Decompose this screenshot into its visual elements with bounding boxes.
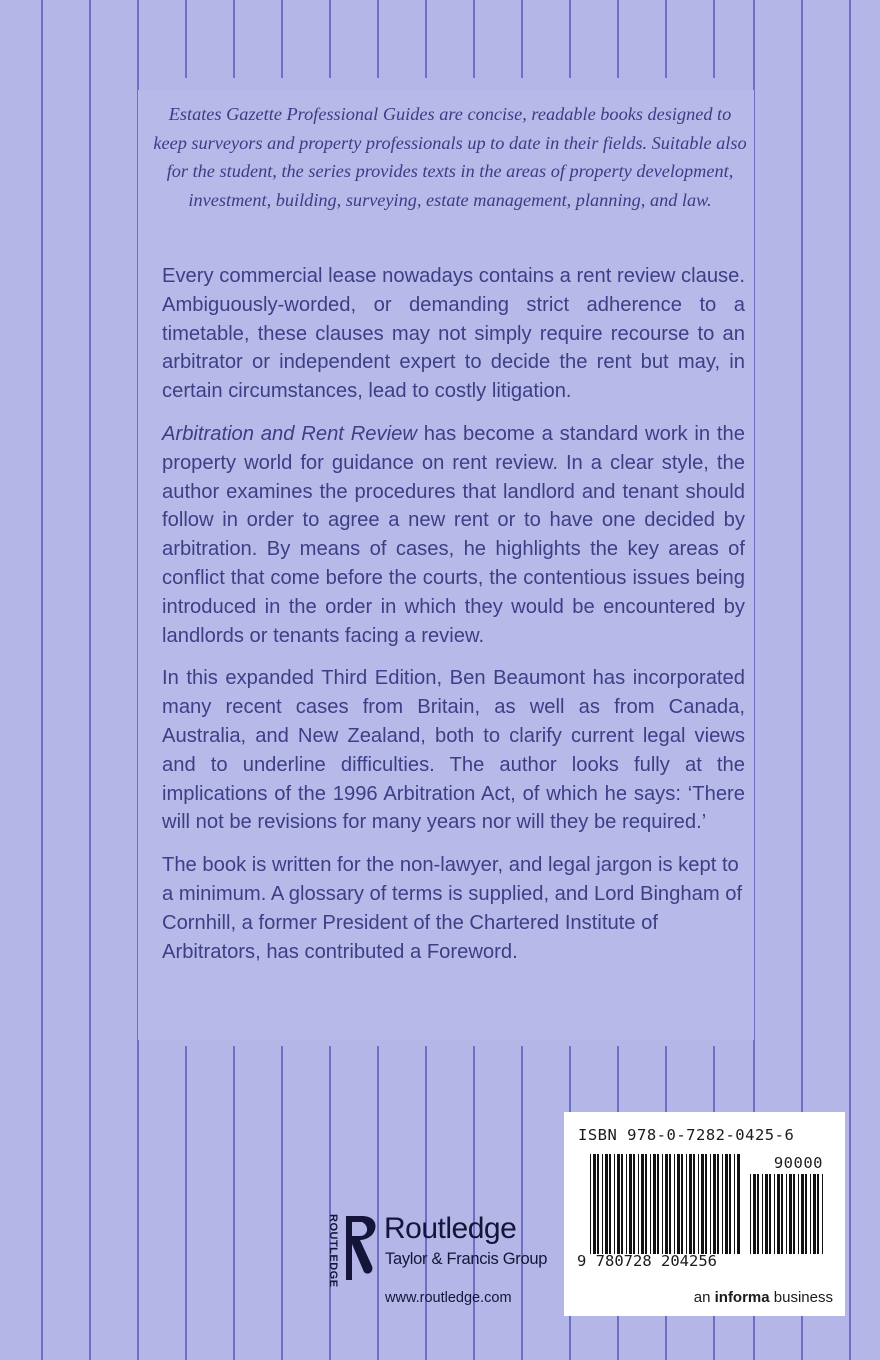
barcode-bar [701,1154,704,1254]
barcode-addon-bar [813,1174,816,1254]
publisher-url[interactable]: www.routledge.com [385,1290,512,1306]
barcode-bar [609,1154,611,1254]
barcode-bar [593,1154,596,1254]
description-paragraph-2-text: has become a standard work in the property world for guidance on rent review. In a clear style, the author examines the procedures that landlord and tenant should follow in order to agree a new rent or to have one decided by arbitration. By means of cases, he highlights the key areas of conflict that come before the courts, the contentious issues being introduced in the order in which they would be encountered by landlords or tenants facing a review. [162,422,745,647]
barcode-bar [638,1154,639,1254]
description-paragraph-1: Every commercial lease nowadays contains a rent review clause. Ambiguously-worded, or demanding strict adherence to a timetable, these clauses may not simply require recourse to an arbitrator or independent expert to decide the rent but may, in certain circumstances, lead to costly litigation. [162,265,745,403]
barcode-bar [605,1154,608,1254]
barcode-addon-bar [805,1174,807,1254]
publisher-logo [327,1210,567,1320]
barcode-bar [698,1154,699,1254]
publisher-name: Routledge [384,1212,517,1245]
barcode-addon-bar [793,1174,795,1254]
barcode-bar [626,1154,627,1254]
barcode-bar [717,1154,719,1254]
description-paragraph-3: In this expanded Third Edition, Ben Beaumont has incorporated many recent cases from Britain, as well as from Canada, Australia, and New Zealand, both to clarify current legal views and to underline difficulties. The author looks fully at the implications of the 1996 Arbitration Act, of which he says: ‘There will not be revisions for many years nor will they be required.’ [162,667,745,834]
informa-prefix: an [693,1289,715,1306]
barcode-addon-bar [765,1174,768,1254]
ean-digits: 9 780728 204256 [577,1252,717,1270]
barcode-bar [590,1154,591,1254]
barcode-bar [641,1154,644,1254]
barcode-bar [710,1154,711,1254]
barcode-addon-digits: 90000 [773,1154,823,1172]
barcode-bar [650,1154,651,1254]
isbn-label: ISBN 978-0-7282-0425-6 [578,1126,795,1144]
barcode-box [564,1112,845,1316]
barcode-bar [662,1154,663,1254]
barcode-addon-bar [762,1174,763,1254]
barcode-addon-bar [789,1174,792,1254]
informa-brand: informa [714,1289,770,1306]
barcode-bar [737,1154,740,1254]
barcode-addon-bar [786,1174,787,1254]
barcode-bar [597,1154,599,1254]
barcode-bar [674,1154,675,1254]
barcode-bar [729,1154,731,1254]
barcode-bar [653,1154,656,1254]
series-blurb: Estates Gazette Professional Guides are concise, readable books designed to keep surveyors and property professionals up to date in their fields. Suitable also for the student, the series provides texts in the areas of property development, investment, building, surveying, estate management, planning, and law. [153,104,747,210]
publisher-vertical-label: ROUTLEDGE [327,1214,339,1288]
barcode-bar [705,1154,707,1254]
barcode-bar [614,1154,615,1254]
barcode-bar [686,1154,687,1254]
description-paragraph-2 [162,420,745,650]
barcode-addon-bar [822,1174,823,1254]
book-title: Arbitration and Rent Review [162,422,417,445]
barcode-bar [602,1154,603,1254]
barcode-addon-bar [781,1174,783,1254]
barcode-bar [734,1154,735,1254]
barcode-bar [713,1154,716,1254]
barcode-addon-bar [817,1174,819,1254]
barcode-bar [633,1154,635,1254]
barcode-bar [665,1154,668,1254]
barcode-bar [645,1154,647,1254]
informa-suffix: business [769,1289,833,1306]
barcode-addon-bar [801,1174,804,1254]
routledge-r-icon [342,1214,382,1284]
barcode-addon-bar [753,1174,756,1254]
barcode-addon-bar [798,1174,799,1254]
barcode-bar [681,1154,683,1254]
barcode-bar [677,1154,680,1254]
publisher-group: Taylor & Francis Group [385,1250,548,1268]
informa-business-label [694,1289,833,1306]
barcode-bar [689,1154,692,1254]
barcode-bar [669,1154,671,1254]
barcode-bar [722,1154,723,1254]
barcode-bar [617,1154,620,1254]
barcode [564,1112,845,1316]
barcode-addon-bar [750,1174,751,1254]
barcode-addon-bar [810,1174,811,1254]
barcode-bar [657,1154,659,1254]
barcode-bar [629,1154,632,1254]
barcode-addon-bar [769,1174,771,1254]
barcode-bar [621,1154,623,1254]
barcode-addon-bar [774,1174,775,1254]
barcode-bar [725,1154,728,1254]
barcode-addon-bar [777,1174,780,1254]
description-paragraph-4: The book is written for the non-lawyer, and legal jargon is kept to a minimum. A glossary of terms is supplied, and Lord Bingham of Cornhill, a former President of the Chartered Institute of Arbitrators, has contributed a Foreword. [162,854,743,963]
barcode-addon-bar [757,1174,759,1254]
book-description [162,262,745,980]
barcode-bar [693,1154,695,1254]
